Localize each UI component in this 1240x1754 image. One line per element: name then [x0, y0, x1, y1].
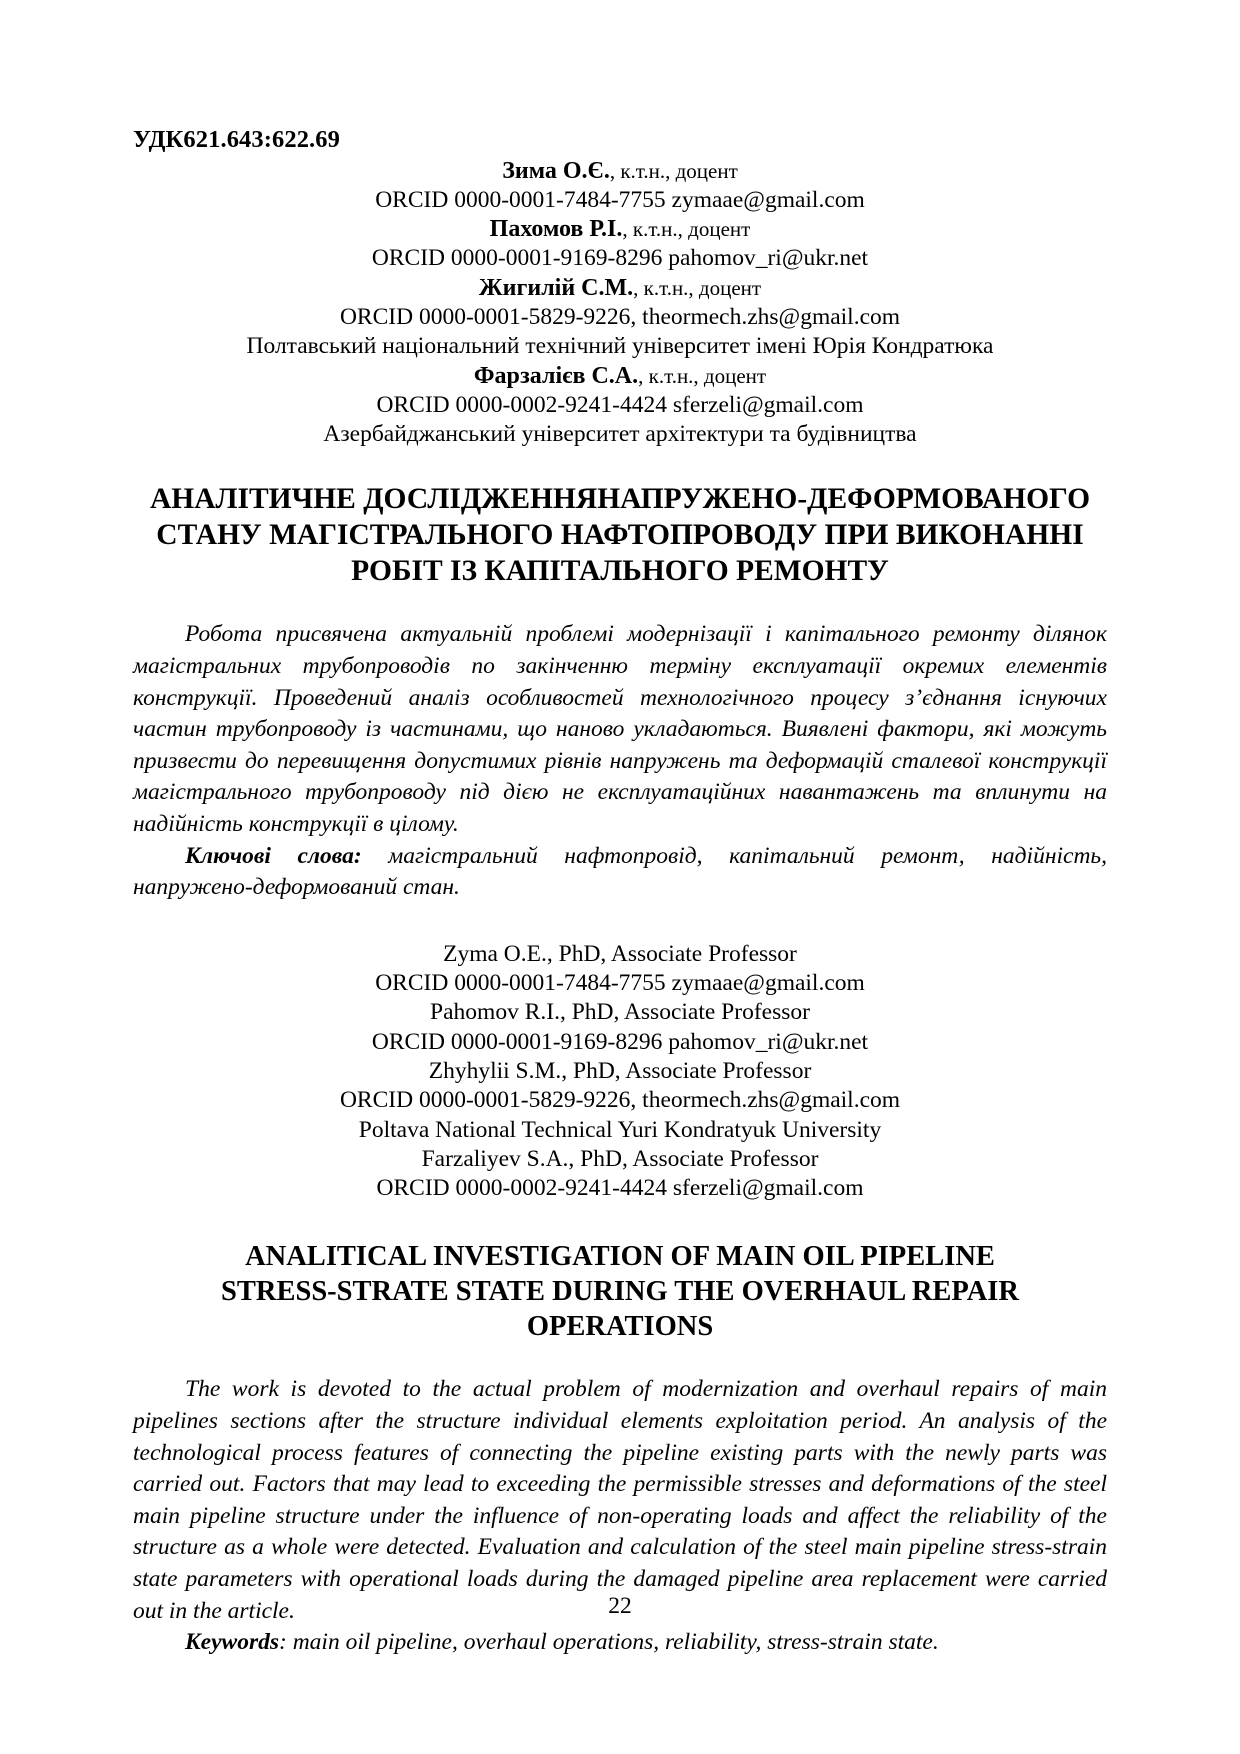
- title-line: РОБІТ ІЗ КАПІТАЛЬНОГО РЕМОНТУ: [351, 555, 889, 588]
- page-number: 22: [608, 1593, 632, 1619]
- abstract-english: The work is devoted to the actual problem of modernization and overhaul repairs of main pipelines sections after the structure individual elements exploitation period. An analysis of the technological process features of connecting the pipeline existing parts with the newly parts was carried out. Factors that may lead to exceeding the permissible stresses and deformations of the steel main pipeline structure under the influence of non-operating loads and affect the reliability of the structure as a whole were detected. Evaluation and calculation of the steel main pipeline stress-strain state parameters with operational loads during the damaged pipeline area replacement were carried out in the article.: [133, 1376, 1107, 1624]
- keywords-label: Ключові слова:: [185, 842, 362, 869]
- author-name: Фарзалієв С.А.: [473, 362, 639, 389]
- author-name-line: [133, 215, 1107, 244]
- keywords-label: Keywords: [185, 1629, 279, 1656]
- author-line: Farzaliyev S.A., PhD, Associate Professor: [421, 1145, 819, 1172]
- author-name-line: [133, 157, 1107, 186]
- title-english: [133, 1239, 1107, 1344]
- affiliation-line: Азербайджанський університет архітектури та будівництва: [323, 421, 917, 448]
- author-line: Pahomov R.I., PhD, Associate Professor: [430, 999, 810, 1026]
- author-orcid-line: ORCID 0000-0001-9169-8296 pahomov_ri@ukr.net: [371, 245, 869, 272]
- keywords-ukrainian: [133, 841, 1107, 904]
- author-degree: , к.т.н., доцент: [638, 363, 767, 388]
- title-ukrainian: [133, 481, 1107, 589]
- affiliation-line: Полтавський національний технічний університет імені Юрія Кондратюка: [246, 333, 994, 360]
- keywords-text: магістральний нафтопровід, капітальний ремонт, надійність, напружено-деформований стан.: [133, 842, 1107, 901]
- author-orcid-line: ORCID 0000-0002-9241-4424 sferzeli@gmail.com: [376, 391, 864, 418]
- title-line: ANALITICAL INVESTIGATION OF MAIN OIL PIPELINE: [245, 1241, 995, 1273]
- abstract-ukrainian: Робота присвячена актуальній проблемі модернізації і капітального ремонту ділянок магістральних трубопроводів по закінченню терміну експлуатації окремих елементів конструкції. Проведений аналіз особливостей технологічного процесу з’єднання існуючих частин трубопроводу із частинами, що наново укладаються. Виявлені фактори, які можуть призвести до перевищення допустимих рівнів напружень та деформацій сталевої конструкції магістрального трубопроводу під дією не експлуатаційних навантажень та вплинути на надійність конструкції в цілому.: [133, 621, 1107, 838]
- author-degree: , к.т.н., доцент: [622, 217, 751, 242]
- author-name: Жигилій С.М.: [478, 274, 634, 301]
- author-block-english: [133, 940, 1107, 1204]
- udk-code: УДК621.643:622.69: [133, 126, 340, 153]
- title-line: STRESS-STRATE STATE DURING THE OVERHAUL REPAIR: [221, 1276, 1019, 1308]
- author-orcid-line: ORCID 0000-0001-7484-7755 zymaae@gmail.com: [375, 186, 865, 213]
- author-orcid-line: ORCID 0000-0001-7484-7755 zymaae@gmail.com: [375, 970, 865, 997]
- author-orcid-line: ORCID 0000-0002-9241-4424 sferzeli@gmail.com: [376, 1175, 864, 1202]
- author-name: Зима О.Є.: [502, 157, 610, 184]
- section-spacer: [133, 904, 1107, 940]
- title-line: АНАЛІТИЧНЕ ДОСЛІДЖЕННЯНАПРУЖЕНО-ДЕФОРМОВАНОГО: [149, 483, 1091, 516]
- author-name-line: [133, 362, 1107, 391]
- author-orcid-line: ORCID 0000-0001-5829-9226, theormech.zhs@gmail.com: [339, 1087, 901, 1114]
- keywords-english: [133, 1627, 1107, 1659]
- affiliation-line: Poltava National Technical Yuri Kondratyuk University: [358, 1116, 882, 1143]
- author-orcid-line: ORCID 0000-0001-5829-9226, theormech.zhs@gmail.com: [339, 303, 901, 330]
- author-degree: , к.т.н., доцент: [609, 158, 738, 183]
- author-line: Zyma O.E., PhD, Associate Professor: [443, 940, 797, 967]
- author-degree: , к.т.н., доцент: [633, 275, 762, 300]
- author-line: Zhyhylii S.M., PhD, Associate Professor: [428, 1058, 812, 1084]
- author-block-ukrainian: [133, 157, 1107, 450]
- title-line: OPERATIONS: [526, 1311, 714, 1343]
- author-name-line: [133, 274, 1107, 303]
- author-orcid-line: ORCID 0000-0001-9169-8296 pahomov_ri@ukr.net: [371, 1028, 869, 1055]
- author-name: Пахомов Р.І.: [489, 216, 623, 243]
- keywords-text: : main oil pipeline, overhaul operations, reliability, stress-strain state.: [279, 1629, 939, 1656]
- title-line: СТАНУ МАГІСТРАЛЬНОГО НАФТОПРОВОДУ ПРИ ВИКОНАННІ: [156, 519, 1084, 552]
